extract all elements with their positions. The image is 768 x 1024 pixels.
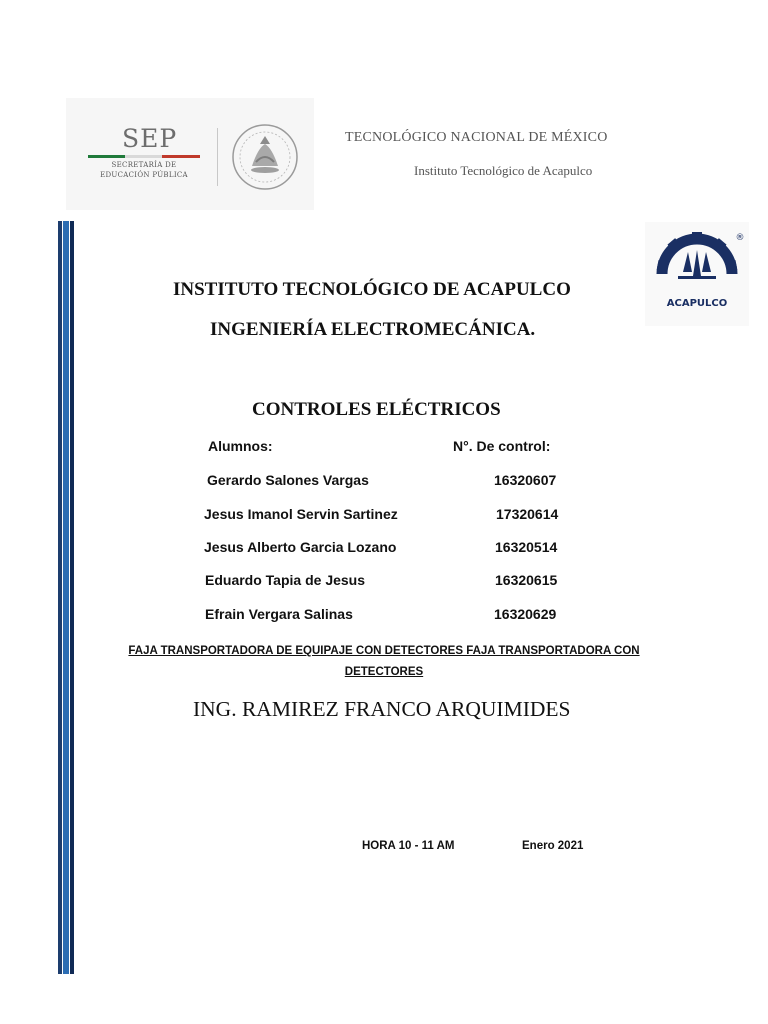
student-row	[0, 606, 768, 626]
teacher-name: ING. RAMIREZ FRANCO ARQUIMIDES	[193, 697, 571, 721]
left-decorative-bar	[58, 221, 62, 974]
student-row	[0, 472, 768, 492]
project-title	[104, 641, 664, 683]
coat-of-arms-seal-icon	[230, 122, 300, 192]
student-row	[0, 506, 768, 526]
student-row	[0, 572, 768, 592]
control-number-label: N°. De control:	[453, 438, 551, 454]
student-control-number: 16320629	[494, 606, 557, 622]
acapulco-gear-logo-icon	[648, 224, 746, 322]
sep-logo-word: SEP	[122, 124, 178, 153]
sep-subtitle-line-2: EDUCACIÓN PÚBLICA	[100, 171, 188, 179]
student-row	[0, 539, 768, 559]
student-control-number: 17320614	[496, 506, 559, 522]
header-line-1: TECNOLÓGICO NACIONAL DE MÉXICO	[345, 130, 608, 145]
left-decorative-bar	[70, 221, 74, 974]
sep-divider	[217, 128, 218, 186]
header-line-2: Instituto Tecnológico de Acapulco	[414, 163, 593, 178]
student-control-number: 16320607	[494, 472, 557, 488]
student-name: Eduardo Tapia de Jesus	[205, 572, 366, 588]
student-control-number: 16320615	[495, 572, 558, 588]
students-label: Alumnos:	[208, 438, 273, 454]
left-decorative-bar	[63, 221, 69, 974]
project-title-line-1: FAJA TRANSPORTADORA DE EQUIPAJE CON DETECTORES FAJA TRANSPORTADORA CON	[128, 645, 640, 657]
subject-title: CONTROLES ELÉCTRICOS	[252, 399, 501, 420]
document-date: Enero 2021	[522, 840, 584, 852]
registered-mark: ®	[735, 233, 745, 243]
student-name: Jesus Imanol Servin Sartinez	[204, 506, 398, 522]
career-title: INGENIERÍA ELECTROMECÁNICA.	[210, 319, 536, 340]
sep-tricolor-line	[88, 155, 200, 158]
student-control-number: 16320514	[495, 539, 558, 555]
class-schedule: HORA 10 - 11 AM	[362, 840, 455, 852]
student-name: Efrain Vergara Salinas	[205, 606, 353, 622]
project-title-line-2: DETECTORES	[344, 666, 424, 678]
institute-title: INSTITUTO TECNOLÓGICO DE ACAPULCO	[173, 279, 571, 300]
acapulco-logo-text: ACAPULCO	[666, 298, 728, 309]
sep-logo-subtitle	[88, 160, 200, 180]
student-name: Gerardo Salones Vargas	[207, 472, 369, 488]
sep-subtitle-line-1: SECRETARÍA DE	[111, 161, 177, 169]
student-name: Jesus Alberto Garcia Lozano	[204, 539, 397, 555]
